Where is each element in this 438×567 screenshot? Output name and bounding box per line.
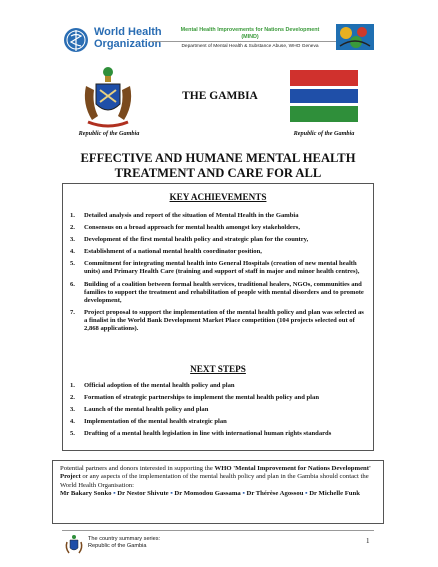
contact-person-name: Dr Thérèse Agossou bbox=[246, 490, 304, 497]
key-achievement-item-text: Consensus on a broad approach for mental health amongst key stakeholders, bbox=[84, 224, 300, 232]
next-step-item bbox=[70, 430, 364, 438]
document-title bbox=[50, 151, 386, 180]
name-separator-icon: ▪ bbox=[111, 490, 118, 497]
next-step-item bbox=[70, 394, 364, 402]
contact-person-name: Dr Michelle Funk bbox=[309, 490, 360, 497]
key-achievement-item bbox=[70, 309, 364, 333]
contact-person-name: Dr Momodou Gassama bbox=[174, 490, 241, 497]
key-achievement-item-text: Development of the first mental health policy and strategic plan for the country, bbox=[84, 236, 309, 244]
next-step-item-number: 4. bbox=[70, 418, 75, 426]
next-step-item-text: Official adoption of the mental health policy and plan bbox=[84, 382, 235, 389]
contact-person-name: Dr Nestor Shivute bbox=[117, 490, 169, 497]
key-achievement-item-number: 3. bbox=[70, 236, 75, 244]
key-achievement-item bbox=[70, 236, 364, 244]
next-step-item-text: Implementation of the mental health strategic plan bbox=[84, 418, 227, 426]
page-number: 1 bbox=[366, 537, 370, 545]
contact-names bbox=[60, 490, 378, 498]
key-achievement-item-number: 2. bbox=[70, 224, 75, 232]
key-achievement-item-number: 4. bbox=[70, 248, 75, 256]
mind-project-title bbox=[150, 27, 350, 41]
coat-of-arms-caption: Republic of the Gambia bbox=[78, 130, 140, 137]
next-steps-list bbox=[70, 382, 364, 442]
mind-title-line2: (MIND) bbox=[241, 34, 259, 40]
who-name-line1: World Health bbox=[94, 26, 162, 38]
next-step-item-text: Drafting of a mental health legislation in line with international human rights standards bbox=[84, 430, 332, 438]
key-achievement-item-text: Project proposal to support the implementation of the mental health policy and plan was selected as a finalist in the World Bank Development Market Place competition (104 projects selected out of 2,868 applications). bbox=[84, 308, 364, 333]
footer-divider bbox=[62, 530, 374, 531]
next-step-item-number: 1. bbox=[70, 382, 75, 389]
next-step-item-text: Formation of strategic partnerships to implement the mental health policy and plan bbox=[84, 394, 319, 402]
key-achievement-item bbox=[70, 281, 364, 305]
next-steps-heading: NEXT STEPS bbox=[190, 364, 246, 374]
contact-intro-after: or any aspects of the implementation of the mental health policy and plan in the Gambia should contact the World Health Organisation: bbox=[60, 473, 369, 489]
key-achievement-item-number: 7. bbox=[70, 308, 75, 316]
header-divider bbox=[150, 41, 336, 42]
country-name: THE GAMBIA bbox=[182, 90, 258, 102]
next-step-item bbox=[70, 406, 364, 414]
contact-paragraph bbox=[60, 465, 378, 490]
contact-person-name: Mr Bakary Sonko bbox=[60, 490, 112, 497]
next-step-item-number: 3. bbox=[70, 406, 75, 414]
key-achievement-item-text: Detailed analysis and report of the situation of Mental Health in the Gambia bbox=[84, 212, 299, 219]
key-achievement-item bbox=[70, 248, 364, 256]
contact-intro-before: Potential partners and donors interested in supporting the bbox=[60, 465, 215, 472]
contact-project-name: WHO 'Mental Improvement for Nations Development' Project bbox=[60, 465, 371, 481]
next-step-item-number: 2. bbox=[70, 394, 75, 402]
key-achievement-item bbox=[70, 260, 364, 276]
key-achievement-item-number: 5. bbox=[70, 260, 75, 268]
key-achievement-item-number: 6. bbox=[70, 280, 75, 288]
next-step-item-text: Launch of the mental health policy and plan bbox=[84, 406, 209, 414]
key-achievements-heading: KEY ACHIEVEMENTS bbox=[169, 192, 267, 202]
mind-title-line1: Mental Health Improvements for Nations Development bbox=[180, 27, 320, 33]
key-achievement-item-text: Establishment of a national mental health coordinator position, bbox=[84, 248, 262, 256]
footer-coat-of-arms-icon bbox=[64, 534, 84, 556]
next-step-item bbox=[70, 382, 364, 390]
footer-series-line1: The country summary series: bbox=[88, 536, 161, 542]
coat-of-arms-icon bbox=[78, 64, 138, 130]
next-step-item-number: 5. bbox=[70, 430, 75, 438]
who-name-line2: Organization bbox=[94, 38, 162, 50]
gambia-flag-icon bbox=[290, 70, 358, 122]
key-achievement-item-text: Building of a coalition between formal health services, traditional healers, NGOs, communities and families to support the treatment and rehabilitation of people with mental disorders and to promote development, bbox=[84, 280, 364, 304]
mind-logo-icon bbox=[336, 24, 374, 50]
name-separator-icon: ▪ bbox=[168, 490, 175, 497]
footer-series-line2: Republic of the Gambia bbox=[88, 543, 147, 549]
name-separator-icon: ▪ bbox=[240, 490, 247, 497]
key-achievement-item-number: 1. bbox=[70, 212, 75, 219]
key-achievement-item-text: Commitment for integrating mental health into General Hospitals (creation of new mental health units) and Primary Health Care (training and support of staff in major and minor health centres), bbox=[84, 260, 360, 276]
name-separator-icon: ▪ bbox=[303, 490, 310, 497]
department-name: Department of Mental Health & Substance Abuse, WHO Geneva bbox=[181, 44, 319, 49]
footer-series bbox=[88, 536, 160, 550]
next-step-item bbox=[70, 418, 364, 426]
key-achievements-list bbox=[70, 212, 364, 337]
key-achievement-item bbox=[70, 224, 364, 232]
document-title-line1: EFFECTIVE AND HUMANE MENTAL HEALTH bbox=[80, 151, 356, 165]
flag-caption: Republic of the Gambia bbox=[293, 130, 355, 137]
document-title-line2: TREATMENT AND CARE FOR ALL bbox=[114, 165, 322, 180]
key-achievement-item bbox=[70, 212, 364, 220]
